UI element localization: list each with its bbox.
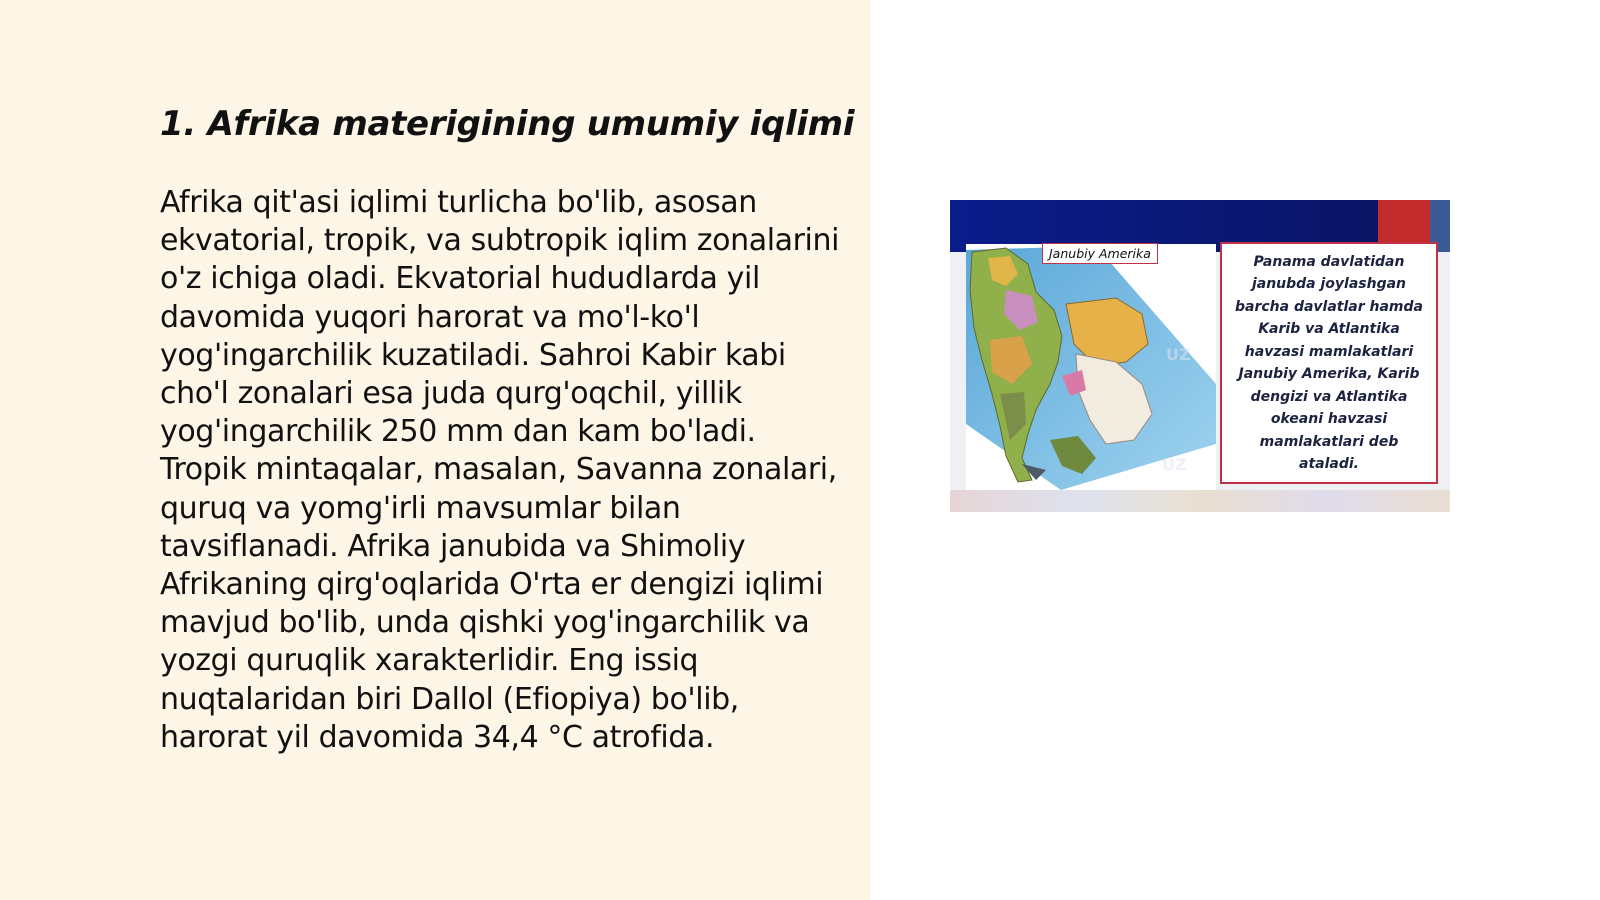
watermark-text-lower: UZ	[1162, 455, 1187, 474]
watermark-text: UZ	[1166, 345, 1191, 364]
slide-title: 1. Afrika materigining umumiy iqlimi	[160, 104, 855, 144]
map-illustration	[966, 244, 1216, 490]
caption-box	[1220, 242, 1438, 484]
image-bottom-strip	[950, 490, 1450, 512]
slide-body-text: Afrika qit'asi iqlimi turlicha bo'lib, asosan ekvatorial, tropik, va subtropik iqlim zonalarini o'z ichiga oladi. Ekvatorial hududlarda yil davomida yuqori harorat va mo'l-ko'l yog'ingarchilik kuzatiladi. Sahroi Kabir kabi cho'l zonalari esa juda qurg'oqchil, yillik yog'ingarchilik 250 mm dan kam bo'ladi. Tropik mintaqalar, masalan, Savanna zonalari, quruq va yomg'irli mavsumlar bilan tavsiflanadi. Afrika janubida va Shimoliy Afrikaning qirg'oqlarida O'rta er dengizi iqlimi mavjud bo'lib, unda qishki yog'ingarchilik va yozgi quruqlik xarakterlidir. Eng issiq nuqtalaridan biri Dallol (Efiopiya) bo'lib, harorat yil davomida 34,4 °C atrofida.	[160, 185, 840, 755]
south-america-map	[966, 244, 1216, 490]
banner-red-block	[1378, 200, 1430, 242]
map-label: Janubiy Amerika	[1042, 243, 1158, 264]
slide-image	[950, 200, 1450, 512]
caption-text: Panama davlatidan janubda joylashgan barcha davlatlar hamda Karib va Atlantika havzasi mamlakatlari Janubiy Amerika, Karib dengizi va Atlantika okeani havzasi mamlakatlari deb ataladi.	[1235, 253, 1423, 472]
